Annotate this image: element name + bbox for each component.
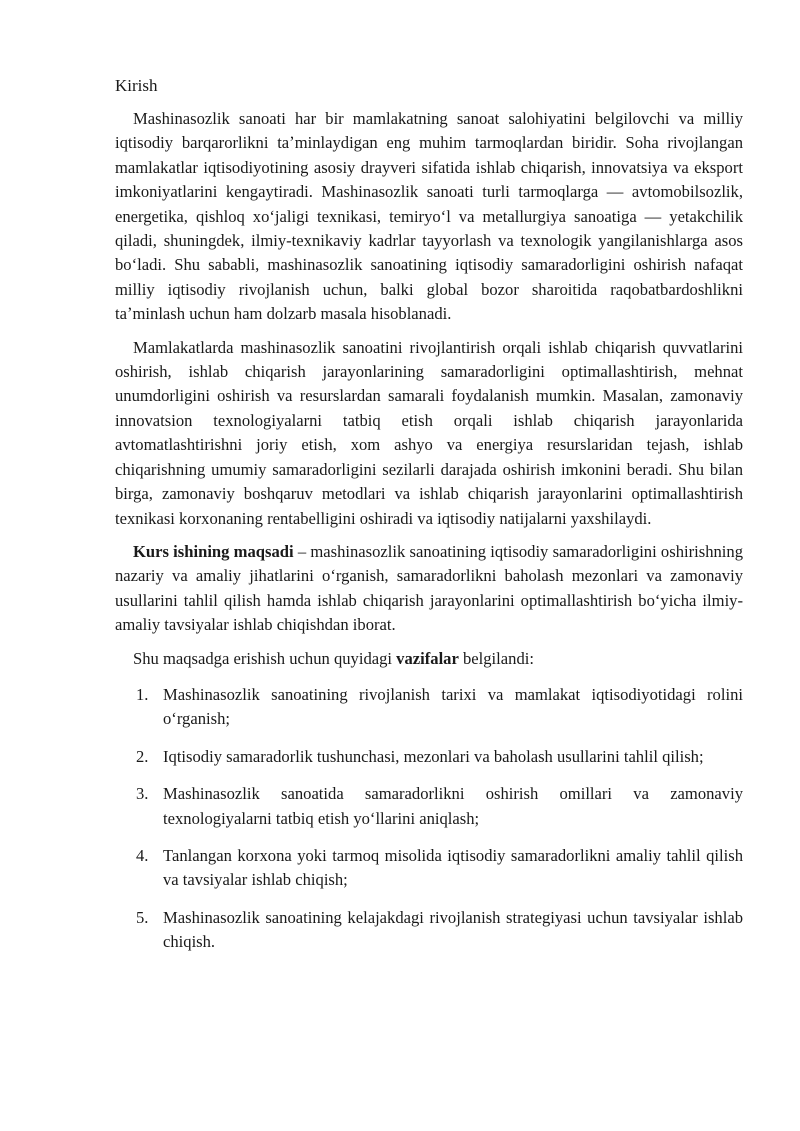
paragraph-intro: Mashinasozlik sanoati har bir mamlakatning sanoat salohiyatini belgilovchi va milliy iqtisodiy barqarorlikni taʼminlaydigan eng muhim tarmoqlardan biridir. Soha rivojlangan mamlakatlar iqtisodiyotining asosiy drayveri sifatida ishlab chiqarish, innovatsiya va eksport imkoniyatlarini kengaytiradi. Mashinasozlik sanoati turli tarmoqlarga — avtomobilsozlik, energetika, qishloq xoʻjaligi texnikasi, temiryoʻl va metallurgiya sanoatiga — yetakchilik qiladi, shuningdek, ilmiy-texnikaviy kadrlar tayyorlash va texnologik yangilanishlarga asos boʻladi. Shu sababli, mashinasozlik sanoatining iqtisodiy samaradorligini oshirish nafaqat milliy iqtisodiy rivojlanish uchun, balki global bozor sharoitida raqobatbardoshlikni taʼminlash uchun ham dolzarb masala hisoblanadi. [115,109,743,324]
list-item [115,782,743,831]
list-item-number: 1. [136,684,149,704]
section-heading: Kirish [115,76,158,95]
tasks-intro-bold: vazifalar [396,648,459,668]
list-item-number: 4. [136,845,149,865]
tasks-list [115,683,743,955]
list-item-text: Mashinasozlik sanoatida samaradorlikni oshirish omillari va zamonaviy texnologiyalarni tatbiq etish yoʻllarini aniqlash; [163,784,743,828]
list-item [115,745,743,769]
list-item-text: Mashinasozlik sanoatining rivojlanish tarixi va mamlakat iqtisodiyotidagi rolini oʻrganish; [163,684,743,729]
list-item-text: Iqtisodiy samaradorlik tushunchasi, mezonlari va baholash usullarini tahlil qilish; [163,746,704,766]
goal-text: – mashinasozlik sanoatining iqtisodiy samaradorligini oshirishning nazariy va amaliy jihatlarini oʻrganish, samaradorlikni baholash mezonlari va zamonaviy usullarini tahlil qilish hamda ishlab chiqarish jarayonlarini optimallashtirish boʻyicha ilmiy-amaliy tavsiyalar ishlab chiqishdan iborat. [115,541,743,635]
tasks-intro-after: belgilandi: [458,648,534,668]
tasks-intro-before: Shu maqsadga erishish uchun quyidagi [133,648,397,668]
paragraph-development: Mamlakatlarda mashinasozlik sanoatini rivojlantirish orqali ishlab chiqarish quvvatlarini oshirish, ishlab chiqarish jarayonlarining samaradorligini optimallashtirish, mehnat unumdorligini oshirish va resurslardan samarali foydalanish mumkin. Masalan, zamonaviy innovatsion texnologiyalarni tatbiq etish orqali ishlab chiqarish jarayonlarida avtomatlashtirishni joriy etish, xom ashyo va energiya resurslaridan tejash, ishlab chiqarishning umumiy samaradorligini sezilarli darajada oshirish imkonini beradi. Shu bilan birga, zamonaviy boshqaruv metodlari va ishlab chiqarish jarayonlarini optimallashtirish texnikasi korxonaning rentabelligini oshiradi va iqtisodiy natijalarni yaxshilaydi. [115,337,743,528]
list-item-number: 2. [136,746,149,766]
list-item [115,683,743,732]
list-item [115,844,743,893]
paragraph-tasks-intro [115,647,743,671]
goal-label: Kurs ishining maqsadi [133,541,294,561]
list-item [115,906,743,955]
list-item-number: 5. [136,907,149,927]
list-item-text: Tanlangan korxona yoki tarmoq misolida iqtisodiy samaradorlikni amaliy tahlil qilish va tavsiyalar ishlab chiqish; [163,845,743,890]
paragraph-goal [115,540,743,638]
list-item-text: Mashinasozlik sanoatining kelajakdagi rivojlanish strategiyasi uchun tavsiyalar ishlab chiqish. [163,907,743,952]
list-item-number: 3. [136,784,149,804]
